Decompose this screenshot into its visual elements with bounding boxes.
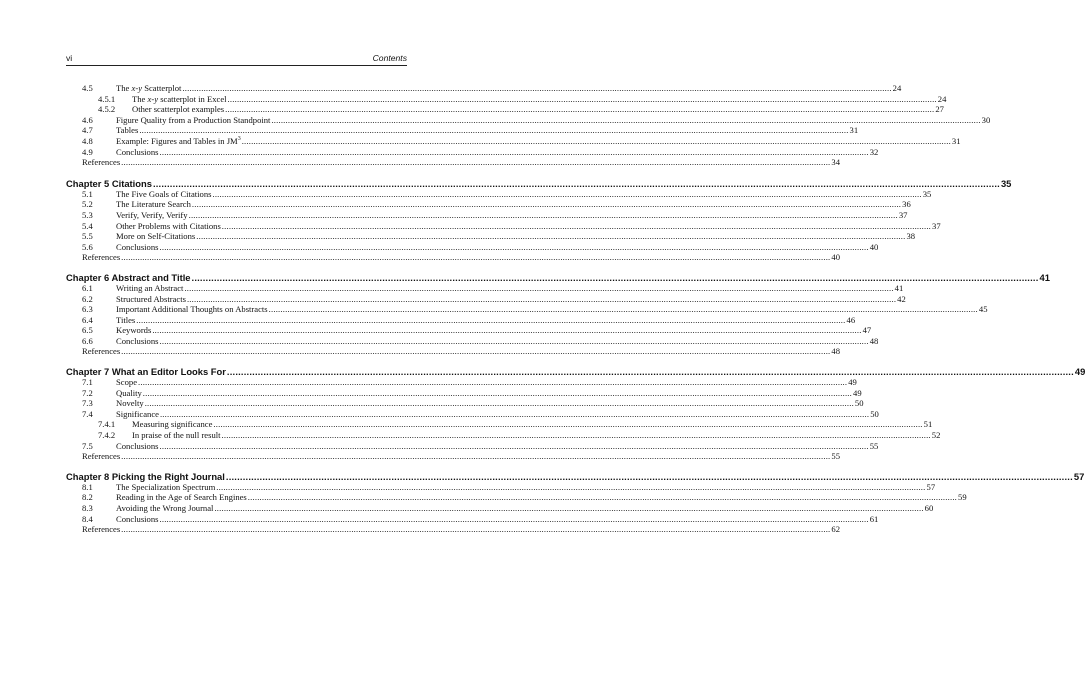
- page-ref: 48: [869, 335, 879, 346]
- leader-dots: ..............................................................................................................................................................................................................................................................................................................: [159, 146, 869, 157]
- leader-dots: ..............................................................................................................................................................................................................................................................................................................: [271, 114, 981, 125]
- toc-entry[interactable]: [82, 304, 988, 315]
- toc-entry[interactable]: [82, 335, 879, 347]
- toc-chapter-entry[interactable]: [66, 177, 1012, 189]
- page-ref: 41: [1039, 271, 1050, 283]
- toc-chapter-entry[interactable]: [66, 366, 1085, 378]
- page-ref: 37: [898, 209, 908, 220]
- toc-chapter-entry[interactable]: [66, 271, 1050, 283]
- section-number: 7.4.2: [98, 430, 116, 441]
- section-number: 5.3: [82, 209, 93, 220]
- section-number: 6.4: [82, 314, 93, 325]
- page-ref: 62: [831, 524, 840, 535]
- section-number: 4.5: [82, 83, 93, 93]
- page-ref: 61: [869, 513, 879, 524]
- section-number: 5.6: [82, 241, 93, 252]
- section-number: 8.4: [82, 513, 93, 524]
- toc-entry[interactable]: [82, 419, 933, 430]
- section-number: 8.2: [82, 492, 93, 503]
- toc-entry[interactable]: [82, 104, 944, 115]
- toc-entry[interactable]: [82, 83, 902, 94]
- header-running-title: Contents: [372, 53, 407, 63]
- section-number: 4.5.2: [98, 104, 116, 115]
- section-title: Writing an Abstract: [116, 282, 184, 293]
- leader-dots: ..............................................................................................................................................................................................................................................................................................................: [159, 241, 869, 252]
- section-number: 5.5: [82, 231, 93, 242]
- page-ref: 50: [854, 398, 864, 409]
- page-ref: 46: [846, 314, 856, 325]
- section-number: 7.4.1: [98, 419, 116, 430]
- leader-dots: ..............................................................................................................................................................................................................................................................................................................: [139, 125, 849, 136]
- page-ref: 52: [931, 430, 941, 441]
- references-label: References: [82, 252, 121, 263]
- section-number: 8.1: [82, 481, 93, 492]
- section-title: Conclusions: [116, 146, 159, 157]
- toc-entry[interactable]: [82, 440, 879, 452]
- section-title: The Literature Search: [116, 199, 191, 210]
- leader-dots: ..............................................................................................................................................................................................................................................................................................................: [138, 377, 848, 388]
- leader-dots: ..............................................................................................................................................................................................................................................................................................................: [191, 199, 902, 210]
- leader-dots: ..............................................................................................................................................................................................................................................................................................................: [121, 451, 831, 462]
- leader-dots: ..............................................................................................................................................................................................................................................................................................................: [121, 346, 831, 357]
- toc-entry[interactable]: [82, 220, 941, 232]
- toc-entry[interactable]: [82, 314, 856, 326]
- leader-dots: ..............................................................................................................................................................................................................................................................................................................: [225, 470, 1073, 482]
- section-number: 5.1: [82, 188, 93, 199]
- references-label: References: [82, 346, 121, 357]
- section-number: 5.2: [82, 199, 93, 210]
- toc-references-entry[interactable]: [82, 252, 840, 263]
- section-title: Conclusions: [116, 335, 159, 346]
- references-label: References: [82, 524, 121, 535]
- page-ref: 45: [978, 304, 988, 315]
- page-ref: 42: [897, 293, 906, 304]
- toc-entry[interactable]: [82, 325, 872, 336]
- toc-entry[interactable]: [82, 146, 879, 158]
- section-number: 6.2: [82, 293, 93, 304]
- section-title: Quality: [116, 387, 142, 398]
- section-title: Tables: [116, 125, 139, 136]
- leader-dots: ..............................................................................................................................................................................................................................................................................................................: [121, 524, 831, 535]
- page-ref: 57: [926, 481, 936, 492]
- page-ref: 27: [935, 104, 944, 115]
- section-title: Keywords: [116, 325, 152, 336]
- chapter-title: Chapter 5 Citations: [66, 177, 152, 189]
- toc-entry[interactable]: [82, 282, 904, 294]
- toc-entry[interactable]: [82, 209, 908, 221]
- header-page-number: vi: [66, 53, 73, 63]
- leader-dots: ..............................................................................................................................................................................................................................................................................................................: [216, 481, 926, 492]
- section-number: 7.5: [82, 440, 93, 451]
- toc-entry[interactable]: [82, 503, 934, 514]
- toc-chapter-entry[interactable]: [66, 470, 1085, 482]
- page-ref: 59: [958, 492, 967, 503]
- section-title: Conclusions: [116, 241, 159, 252]
- leader-dots: ..............................................................................................................................................................................................................................................................................................................: [221, 220, 932, 231]
- page-ref: 31: [849, 125, 859, 136]
- section-number: 6.6: [82, 335, 93, 346]
- leader-dots: ..............................................................................................................................................................................................................................................................................................................: [221, 430, 931, 441]
- page-ref: 49: [853, 387, 862, 398]
- page-ref: 41: [894, 282, 904, 293]
- references-label: References: [82, 157, 121, 168]
- page-ref: 32: [869, 146, 879, 157]
- page-ref: 35: [922, 188, 932, 199]
- section-title: Conclusions: [116, 513, 159, 524]
- section-title: Novelty: [116, 398, 144, 409]
- toc-entry[interactable]: [82, 93, 947, 105]
- page-ref: 40: [831, 252, 840, 263]
- chapter-title: Chapter 8 Picking the Right Journal: [66, 470, 225, 482]
- section-title: Important Additional Thoughts on Abstracts: [116, 304, 268, 315]
- leader-dots: ..............................................................................................................................................................................................................................................................................................................: [225, 104, 935, 115]
- toc-entry[interactable]: [82, 387, 862, 399]
- page-ref: 40: [869, 241, 879, 252]
- section-number: 4.7: [82, 125, 93, 136]
- section-number: 6.3: [82, 304, 93, 315]
- leader-dots: ..............................................................................................................................................................................................................................................................................................................: [142, 387, 853, 398]
- leader-dots: ..............................................................................................................................................................................................................................................................................................................: [144, 398, 854, 409]
- page-ref: 30: [981, 114, 991, 125]
- leader-dots: ..............................................................................................................................................................................................................................................................................................................: [159, 513, 869, 524]
- toc-entry[interactable]: [82, 188, 932, 200]
- leader-dots: ..............................................................................................................................................................................................................................................................................................................: [226, 366, 1074, 378]
- leader-dots: ..............................................................................................................................................................................................................................................................................................................: [241, 135, 951, 146]
- section-number: 6.1: [82, 282, 93, 293]
- section-title: Structured Abstracts: [116, 293, 186, 304]
- chapter-title: Chapter 6 Abstract and Title: [66, 271, 191, 283]
- toc-entry[interactable]: [82, 377, 857, 388]
- section-title: Significance: [116, 408, 159, 419]
- leader-dots: ..............................................................................................................................................................................................................................................................................................................: [186, 293, 897, 304]
- leader-dots: ..............................................................................................................................................................................................................................................................................................................: [152, 177, 1000, 189]
- leader-dots: ..............................................................................................................................................................................................................................................................................................................: [268, 304, 978, 315]
- section-title: [116, 136, 241, 147]
- section-title: The Specialization Spectrum: [116, 481, 216, 492]
- section-number: 4.8: [82, 135, 93, 146]
- leader-dots: ..............................................................................................................................................................................................................................................................................................................: [159, 335, 869, 346]
- section-title: The Five Goals of Citations: [116, 188, 212, 199]
- toc-references-entry[interactable]: [82, 157, 840, 168]
- page-ref: 24: [937, 93, 947, 104]
- superscript: 3: [237, 136, 241, 143]
- page-ref: 47: [862, 325, 872, 336]
- leader-dots: ..............................................................................................................................................................................................................................................................................................................: [159, 408, 870, 419]
- toc-entry[interactable]: [82, 481, 936, 493]
- leader-dots: ..............................................................................................................................................................................................................................................................................................................: [184, 282, 894, 293]
- page-ref: 35: [1000, 177, 1012, 189]
- toc-references-entry[interactable]: [82, 524, 840, 535]
- section-number: 7.4: [82, 408, 93, 419]
- section-title: In praise of the null result: [132, 430, 221, 441]
- running-header: [66, 53, 407, 66]
- section-title: Verify, Verify, Verify: [116, 209, 188, 220]
- page-ref: 24: [892, 83, 902, 93]
- leader-dots: ..............................................................................................................................................................................................................................................................................................................: [182, 83, 892, 93]
- section-title-text: Example: Figures and Tables in JM: [116, 135, 238, 146]
- leader-dots: ..............................................................................................................................................................................................................................................................................................................: [121, 252, 831, 263]
- leader-dots: ..............................................................................................................................................................................................................................................................................................................: [188, 209, 898, 220]
- page-ref: 60: [924, 503, 934, 513]
- page-ref: 37: [932, 220, 941, 231]
- toc-entry[interactable]: [82, 114, 991, 126]
- toc-entry[interactable]: [82, 492, 967, 503]
- page-ref: 57: [1073, 470, 1085, 482]
- leader-dots: ..............................................................................................................................................................................................................................................................................................................: [212, 188, 922, 199]
- leader-dots: ..............................................................................................................................................................................................................................................................................................................: [196, 231, 906, 242]
- leader-dots: ..............................................................................................................................................................................................................................................................................................................: [214, 503, 924, 513]
- leader-dots: ..............................................................................................................................................................................................................................................................................................................: [247, 492, 958, 503]
- section-title: Avoiding the Wrong Journal: [116, 503, 214, 513]
- page-ref: 31: [951, 135, 961, 146]
- toc-entry[interactable]: [82, 241, 879, 253]
- toc-entry[interactable]: [82, 430, 941, 441]
- section-title: Reading in the Age of Search Engines: [116, 492, 247, 503]
- section-title: Conclusions: [116, 440, 159, 451]
- leader-dots: ..............................................................................................................................................................................................................................................................................................................: [121, 157, 831, 168]
- leader-dots: ..............................................................................................................................................................................................................................................................................................................: [159, 440, 869, 451]
- leader-dots: ..............................................................................................................................................................................................................................................................................................................: [191, 271, 1039, 283]
- section-number: 7.1: [82, 377, 93, 388]
- section-title: More on Self-Citations: [116, 231, 196, 242]
- section-number: 7.3: [82, 398, 93, 409]
- references-label: References: [82, 451, 121, 462]
- leader-dots: ..............................................................................................................................................................................................................................................................................................................: [213, 419, 923, 430]
- section-title: Other scatterplot examples: [132, 104, 225, 115]
- page-ref: 55: [869, 440, 879, 451]
- section-number: 4.5.1: [98, 93, 116, 104]
- section-title: The x-y Scatterplot: [116, 83, 182, 93]
- section-number: 4.6: [82, 114, 93, 125]
- toc-entry[interactable]: [82, 398, 864, 409]
- page-ref: 34: [831, 157, 840, 168]
- section-number: 7.2: [82, 387, 93, 398]
- page-ref: 50: [870, 408, 879, 419]
- section-number: 6.5: [82, 325, 93, 336]
- page-ref: 51: [923, 419, 933, 430]
- toc-entry[interactable]: [82, 125, 859, 136]
- section-title: Titles: [116, 314, 136, 325]
- section-title: Other Problems with Citations: [116, 220, 221, 231]
- section-number: 4.9: [82, 146, 93, 157]
- toc-entry[interactable]: [82, 199, 911, 210]
- leader-dots: ..............................................................................................................................................................................................................................................................................................................: [136, 314, 846, 325]
- leader-dots: ..............................................................................................................................................................................................................................................................................................................: [227, 93, 937, 104]
- table-of-contents: [66, 83, 1085, 535]
- toc-entry[interactable]: [82, 231, 916, 242]
- page-ref: 36: [902, 199, 911, 210]
- toc-entry[interactable]: [82, 135, 961, 147]
- section-title: The x-y scatterplot in Excel: [132, 93, 227, 104]
- toc-references-entry[interactable]: [82, 346, 840, 357]
- page-ref: 38: [906, 231, 916, 242]
- section-title: Figure Quality from a Production Standpoint: [116, 114, 271, 125]
- chapter-title: Chapter 7 What an Editor Looks For: [66, 366, 226, 378]
- page-ref: 48: [831, 346, 840, 357]
- section-title: Measuring significance: [132, 419, 213, 430]
- leader-dots: ..............................................................................................................................................................................................................................................................................................................: [152, 325, 862, 336]
- toc-entry[interactable]: [82, 408, 879, 420]
- page-ref: 49: [848, 377, 857, 388]
- page-ref: 55: [831, 451, 840, 462]
- section-number: 8.3: [82, 503, 93, 513]
- page-ref: 49: [1074, 366, 1085, 378]
- toc-entry[interactable]: [82, 293, 906, 305]
- toc-entry[interactable]: [82, 513, 879, 525]
- section-number: 5.4: [82, 220, 93, 231]
- section-title: Scope: [116, 377, 138, 388]
- toc-references-entry[interactable]: [82, 451, 840, 462]
